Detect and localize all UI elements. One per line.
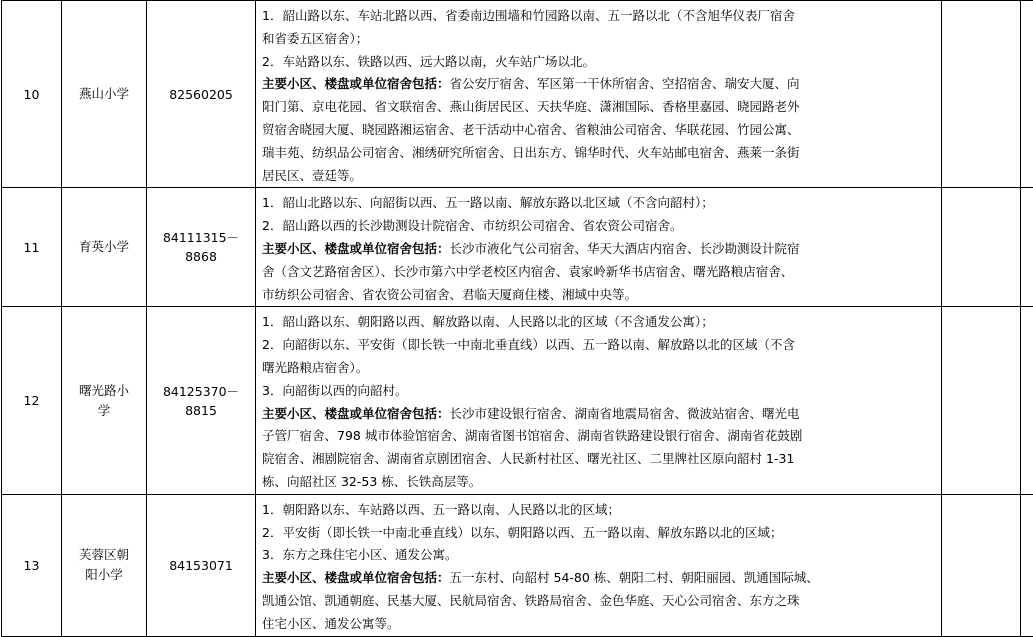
range-text: 2．向韶街以东、平安街（即长铁一中南北垂直线）以西、五一路以南、解放路以北的区域（不含: [262, 337, 795, 352]
range-text-line: [262, 499, 935, 522]
range-text: 阳门第、京电花园、省文联宿舍、燕山街居民区、天扶华庭、潇湘国际、香格里嘉园、晓园路老外: [262, 99, 800, 114]
range-text: 凯通公馆、凯通朝庭、民基大厦、民航局宿舍、铁路局宿舍、金色华庭、天心公司宿舍、东方之珠: [262, 593, 800, 608]
range-text-line: [262, 311, 935, 334]
row-number-cell: [2, 1, 62, 188]
table-row: [2, 1, 1033, 188]
school-name-line: 阳小学: [62, 565, 146, 585]
range-text: 住宅小区、通发公寓等。: [262, 616, 400, 631]
school-name-line: 芙蓉区朝: [62, 545, 146, 565]
range-text-line: [262, 96, 935, 119]
range-text-line: [262, 142, 935, 165]
school-name-line: 曙光路小: [62, 381, 146, 401]
empty-cell: [942, 188, 1021, 307]
school-name-line: 育英小学: [62, 237, 146, 257]
school-name-line: 学: [62, 401, 146, 421]
school-name-cell: [62, 188, 147, 307]
enrollment-range-cell: [256, 307, 942, 494]
range-text: 居民区、壹廷等。: [262, 168, 362, 183]
range-text: 长沙市液化气公司宿舍、华天大酒店内宿舍、长沙勘测设计院宿: [450, 241, 800, 256]
range-text: 1．韶山路以东、车站北路以西、省委南边围墙和竹园路以南、五一路以北（不含旭华仪表厂宿舍: [262, 8, 795, 23]
key-label: 主要小区、楼盘或单位宿舍包括：: [262, 406, 450, 421]
range-text-line: [262, 73, 935, 96]
range-text-line: [262, 215, 935, 238]
phone-number-line: 8868: [147, 247, 255, 266]
range-text-line: [262, 522, 935, 545]
enrollment-range-cell: [256, 1, 942, 188]
phone-cell: [147, 188, 256, 307]
range-text-line: [262, 5, 935, 28]
table-body: [2, 1, 1033, 637]
range-text: 2．韶山路以西的长沙勘测设计院宿舍、市纺织公司宿舍、省农资公司宿舍。: [262, 218, 682, 233]
row-number-cell: [2, 188, 62, 307]
range-text-line: [262, 380, 935, 403]
range-text-line: [262, 334, 935, 357]
range-text-line: [262, 425, 935, 448]
school-name-line: 燕山小学: [62, 84, 146, 104]
school-name-cell: [62, 494, 147, 636]
range-text: 栋、向韶社区 32-53 栋、长铁高层等。: [262, 474, 481, 489]
empty-cell: [942, 494, 1021, 636]
range-text: 省公安厅宿舍、军区第一干休所宿舍、空招宿舍、瑞安大厦、向: [450, 76, 800, 91]
phone-number-line: 84125370－: [147, 382, 255, 401]
phone-number-line: 84111315－: [147, 228, 255, 247]
phone-number-line: 8815: [147, 401, 255, 420]
range-text: 舍（含文艺路宿舍区）、长沙市第六中学老校区内宿舍、袁家岭新华书店宿舍、曙光路粮店宿舍、: [262, 264, 793, 279]
range-text-line: [262, 567, 935, 590]
range-text: 长沙市建设银行宿舍、湖南省地震局宿舍、微波站宿舍、曙光电: [450, 406, 800, 421]
empty-cell: [942, 307, 1021, 494]
range-text: 五一东村、向韶村 54-80 栋、朝阳二村、朝阳丽园、凯通国际城、: [450, 570, 819, 585]
range-text: 1．韶山北路以东、向韶街以西、五一路以南、解放东路以北区域（不含向韶村）；: [262, 195, 714, 210]
table-row: [2, 307, 1033, 494]
range-text-line: [262, 192, 935, 215]
range-text-line: [262, 165, 935, 188]
range-text: 市纺织公司宿舍、省农资公司宿舍、君临天厦商住楼、湘域中央等。: [262, 287, 637, 302]
range-text-line: [262, 28, 935, 51]
row-number: 10: [24, 87, 40, 102]
phone-number-line: 82560205: [147, 85, 255, 104]
range-text-line: [262, 448, 935, 471]
range-text-line: [262, 613, 935, 636]
empty-cell: [1021, 188, 1033, 307]
phone-cell: [147, 1, 256, 188]
range-text-line: [262, 544, 935, 567]
row-number: 11: [24, 240, 40, 255]
range-text-line: [262, 119, 935, 142]
range-text: 3．向韶街以西的向韶村。: [262, 383, 407, 398]
range-text-line: [262, 238, 935, 261]
range-text-line: [262, 51, 935, 74]
key-label: 主要小区、楼盘或单位宿舍包括：: [262, 241, 450, 256]
empty-cell: [942, 1, 1021, 188]
school-name-cell: [62, 1, 147, 188]
phone-number-line: 84153071: [147, 556, 255, 575]
range-text: 2．车站路以东、铁路以西、远大路以南，火车站广场以北。: [262, 54, 595, 69]
school-name-cell: [62, 307, 147, 494]
row-number-cell: [2, 307, 62, 494]
empty-cell: [1021, 494, 1033, 636]
range-text: 子管厂宿舍、798 城市体验馆宿舍、湖南省图书馆宿舍、湖南省铁路建设银行宿舍、湖南省花鼓剧: [262, 428, 802, 443]
range-text: 贸宿舍晓园大厦、晓园路湘运宿舍、老干活动中心宿舍、省粮油公司宿舍、华联花园、竹园公寓、: [262, 122, 800, 137]
range-text-line: [262, 261, 935, 284]
empty-cell: [1021, 1, 1033, 188]
phone-cell: [147, 307, 256, 494]
range-text-line: [262, 284, 935, 307]
table-row: [2, 188, 1033, 307]
range-text: 瑞丰苑、纺织品公司宿舍、湘绣研究所宿舍、日出东方、锦华时代、火车站邮电宿舍、燕莱一条街: [262, 145, 800, 160]
range-text: 1．朝阳路以东、车站路以西、五一路以南、人民路以北的区域；: [262, 502, 620, 517]
enrollment-range-cell: [256, 494, 942, 636]
range-text: 2．平安街（即长铁一中南北垂直线）以东、朝阳路以西、五一路以南、解放东路以北的区域；: [262, 525, 782, 540]
range-text: 曙光路粮店宿舍）。: [262, 360, 368, 375]
range-text-line: [262, 590, 935, 613]
key-label: 主要小区、楼盘或单位宿舍包括：: [262, 76, 450, 91]
phone-cell: [147, 494, 256, 636]
range-text: 院宿舍、湘剧院宿舍、湖南省京剧团宿舍、人民新村社区、曙光社区、二里牌社区原向韶村 1-31: [262, 451, 794, 466]
empty-cell: [1021, 307, 1033, 494]
enrollment-range-cell: [256, 188, 942, 307]
row-number: 12: [24, 393, 40, 408]
range-text: 1．韶山路以东、朝阳路以西、解放路以南、人民路以北的区域（不含通发公寓）；: [262, 314, 714, 329]
range-text-line: [262, 471, 935, 494]
row-number-cell: [2, 494, 62, 636]
enrollment-zone-table: [1, 0, 1033, 637]
range-text-line: [262, 403, 935, 426]
range-text: 和省委五区宿舍）；: [262, 31, 368, 46]
row-number: 13: [24, 558, 40, 573]
range-text-line: [262, 357, 935, 380]
table-row: [2, 494, 1033, 636]
key-label: 主要小区、楼盘或单位宿舍包括：: [262, 570, 450, 585]
range-text: 3．东方之珠住宅小区、通发公寓。: [262, 547, 457, 562]
